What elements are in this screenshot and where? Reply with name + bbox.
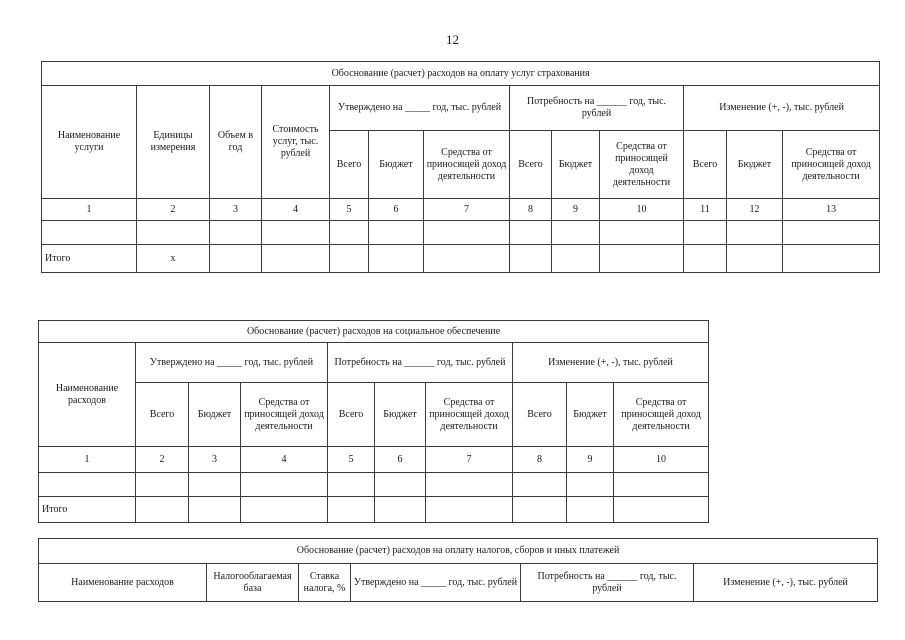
cell[interactable] (262, 245, 330, 273)
col-number: 3 (189, 447, 241, 473)
social-table-title: Обоснование (расчет) расходов на социальное обеспечение (39, 321, 709, 343)
cell[interactable] (39, 473, 136, 497)
col-volume: Объем в год (210, 86, 262, 199)
cell[interactable] (136, 497, 189, 523)
group-need: Потребность на ______ год, тыс. рублей (510, 86, 684, 131)
total-row (39, 497, 709, 523)
cell[interactable] (426, 473, 513, 497)
cell[interactable] (510, 245, 552, 273)
col-number: 10 (614, 447, 709, 473)
cell[interactable] (330, 245, 369, 273)
col-number: 8 (513, 447, 567, 473)
col-tax-base: Налогооблагаемая база (207, 564, 299, 602)
cell[interactable] (513, 497, 567, 523)
col-number: 1 (39, 447, 136, 473)
sub-income: Средства от приносящей доход деятельности (241, 383, 328, 447)
col-number: 2 (137, 199, 210, 221)
cell[interactable] (727, 221, 783, 245)
cell[interactable] (424, 245, 510, 273)
col-number: 10 (600, 199, 684, 221)
cell[interactable] (783, 245, 880, 273)
group-approved: Утверждено на _____ год, тыс. рублей (330, 86, 510, 131)
page-number: 12 (446, 32, 459, 47)
total-label: Итого (39, 497, 136, 523)
cell[interactable] (552, 221, 600, 245)
cell[interactable] (328, 473, 375, 497)
col-cost: Стоимость услуг, тыс. рублей (262, 86, 330, 199)
col-number: 9 (567, 447, 614, 473)
sub-budget: Бюджет (727, 131, 783, 199)
cell[interactable] (189, 497, 241, 523)
group-need: Потребность на ______ год, тыс. рублей (521, 564, 694, 602)
taxes-fees-table (38, 538, 878, 602)
cell[interactable] (510, 221, 552, 245)
cell[interactable] (136, 473, 189, 497)
sub-total: Всего (513, 383, 567, 447)
sub-budget: Бюджет (552, 131, 600, 199)
col-number: 1 (42, 199, 137, 221)
cell[interactable] (241, 497, 328, 523)
cell[interactable] (328, 497, 375, 523)
sub-total: Всего (330, 131, 369, 199)
cell[interactable] (567, 497, 614, 523)
total-units: х (137, 245, 210, 273)
cell[interactable] (241, 473, 328, 497)
sub-income: Средства от приносящей доход деятельности (783, 131, 880, 199)
sub-income: Средства от приносящей доход деятельности (600, 131, 684, 199)
cell[interactable] (614, 473, 709, 497)
col-service-name: Наименование услуги (42, 86, 137, 199)
sub-income: Средства от приносящей доход деятельности (614, 383, 709, 447)
cell[interactable] (684, 245, 727, 273)
cell[interactable] (42, 221, 137, 245)
cell[interactable] (210, 221, 262, 245)
col-expense-name: Наименование расходов (39, 564, 207, 602)
group-approved: Утверждено на _____ год, тыс. рублей (351, 564, 521, 602)
sub-budget: Бюджет (567, 383, 614, 447)
sub-total: Всего (136, 383, 189, 447)
col-number: 5 (328, 447, 375, 473)
col-number: 11 (684, 199, 727, 221)
col-number: 7 (424, 199, 510, 221)
col-expense-name: Наименование расходов (39, 343, 136, 447)
sub-total: Всего (510, 131, 552, 199)
group-need: Потребность на ______ год, тыс. рублей (328, 343, 513, 383)
col-number: 8 (510, 199, 552, 221)
cell[interactable] (369, 221, 424, 245)
col-number: 5 (330, 199, 369, 221)
cell[interactable] (727, 245, 783, 273)
col-number: 6 (375, 447, 426, 473)
total-label: Итого (42, 245, 137, 273)
col-number: 4 (262, 199, 330, 221)
cell[interactable] (330, 221, 369, 245)
cell[interactable] (783, 221, 880, 245)
col-number: 12 (727, 199, 783, 221)
sub-total: Всего (684, 131, 727, 199)
sub-total: Всего (328, 383, 375, 447)
sub-budget: Бюджет (369, 131, 424, 199)
sub-income: Средства от приносящей доход деятельности (424, 131, 510, 199)
taxes-table-title: Обоснование (расчет) расходов на оплату налогов, сборов и иных платежей (39, 539, 878, 564)
insurance-costs-table (41, 61, 880, 273)
cell[interactable] (426, 497, 513, 523)
table-row (39, 473, 709, 497)
col-number: 4 (241, 447, 328, 473)
group-change: Изменение (+, -), тыс. рублей (684, 86, 880, 131)
insurance-table-title: Обоснование (расчет) расходов на оплату услуг страхования (42, 62, 880, 86)
cell[interactable] (189, 473, 241, 497)
col-number: 6 (369, 199, 424, 221)
cell[interactable] (375, 497, 426, 523)
cell[interactable] (262, 221, 330, 245)
cell[interactable] (369, 245, 424, 273)
cell[interactable] (600, 245, 684, 273)
cell[interactable] (567, 473, 614, 497)
cell[interactable] (375, 473, 426, 497)
sub-budget: Бюджет (189, 383, 241, 447)
col-tax-rate: Ставка налога, % (299, 564, 351, 602)
col-number: 13 (783, 199, 880, 221)
col-number: 7 (426, 447, 513, 473)
cell[interactable] (513, 473, 567, 497)
group-change: Изменение (+, -), тыс. рублей (694, 564, 878, 602)
col-number: 3 (210, 199, 262, 221)
cell[interactable] (614, 497, 709, 523)
cell[interactable] (424, 221, 510, 245)
group-approved: Утверждено на _____ год, тыс. рублей (136, 343, 328, 383)
cell[interactable] (600, 221, 684, 245)
table-row (42, 221, 880, 245)
cell[interactable] (552, 245, 600, 273)
sub-income: Средства от приносящей доход деятельности (426, 383, 513, 447)
group-change: Изменение (+, -), тыс. рублей (513, 343, 709, 383)
total-row (42, 245, 880, 273)
cell[interactable] (210, 245, 262, 273)
col-number: 2 (136, 447, 189, 473)
col-number: 9 (552, 199, 600, 221)
cell[interactable] (684, 221, 727, 245)
cell[interactable] (137, 221, 210, 245)
col-units: Единицы измерения (137, 86, 210, 199)
social-security-table (38, 320, 709, 523)
sub-budget: Бюджет (375, 383, 426, 447)
